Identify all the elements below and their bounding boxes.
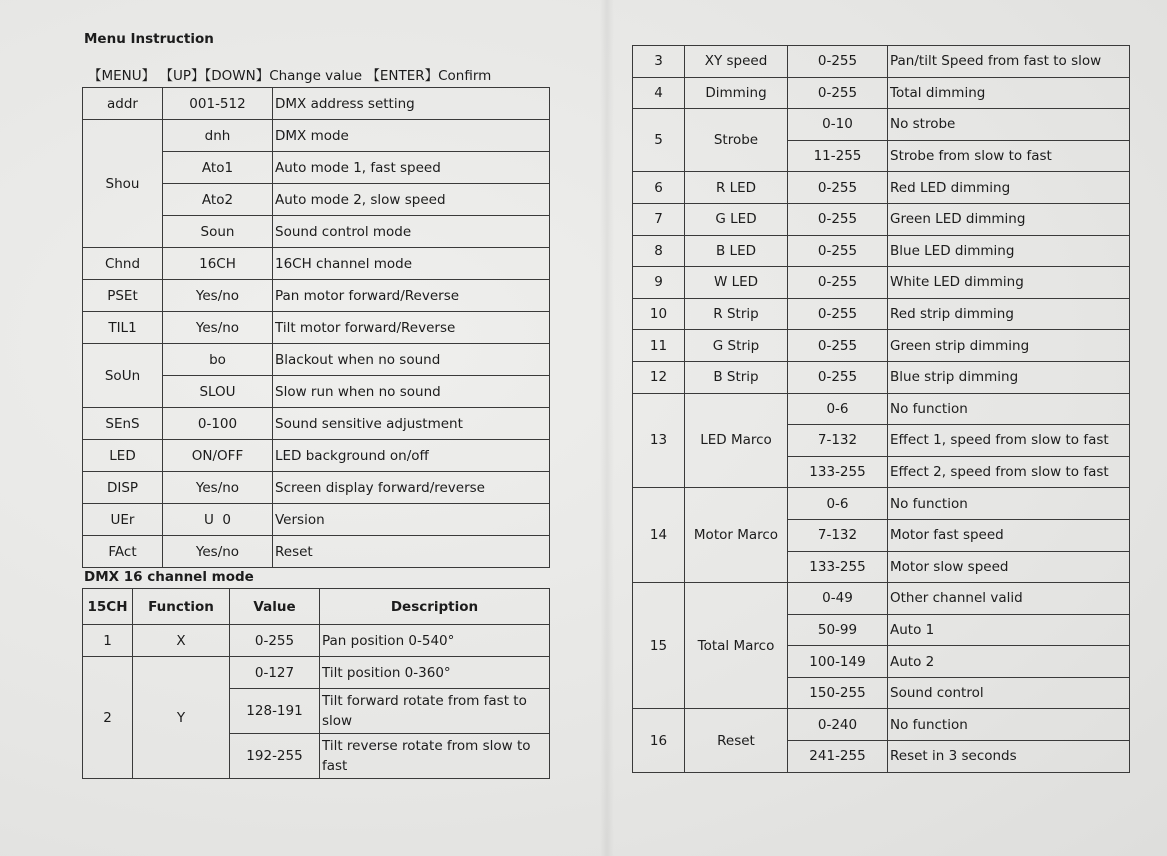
channel-value: 0-255 bbox=[230, 625, 320, 657]
channel-value: 133-255 bbox=[788, 551, 888, 583]
menu-item-value: Ato2 bbox=[163, 184, 273, 216]
menu-item-value: 001-512 bbox=[163, 88, 273, 120]
menu-item-desc: Version bbox=[273, 504, 550, 536]
channel-function: R Strip bbox=[685, 298, 788, 330]
menu-item-value: Yes/no bbox=[163, 536, 273, 568]
channel-desc: White LED dimming bbox=[888, 267, 1130, 299]
channel-desc: Strobe from slow to fast bbox=[888, 140, 1130, 172]
channel-number: 13 bbox=[633, 393, 685, 488]
channel-number: 15 bbox=[633, 583, 685, 709]
header-function: Function bbox=[133, 589, 230, 625]
header-description: Description bbox=[320, 589, 550, 625]
channel-number: 2 bbox=[83, 657, 133, 779]
channel-desc: No function bbox=[888, 709, 1130, 741]
menu-row bbox=[83, 440, 550, 472]
menu-item-value: bo bbox=[163, 344, 273, 376]
channel-desc: Tilt forward rotate from fast to slow bbox=[320, 689, 550, 734]
channel-value: 0-10 bbox=[788, 109, 888, 141]
channel-desc: Motor fast speed bbox=[888, 519, 1130, 551]
channel-desc: No function bbox=[888, 393, 1130, 425]
channel-value: 0-255 bbox=[788, 77, 888, 109]
menu-item-desc: Sound sensitive adjustment bbox=[273, 408, 550, 440]
channel-desc: Tilt position 0-360° bbox=[320, 657, 550, 689]
menu-item-name: SEnS bbox=[83, 408, 163, 440]
dmx-row bbox=[633, 267, 1130, 299]
menu-item-desc: LED background on/off bbox=[273, 440, 550, 472]
channel-value: 0-49 bbox=[788, 583, 888, 615]
channel-value: 7-132 bbox=[788, 519, 888, 551]
channel-desc: Green LED dimming bbox=[888, 203, 1130, 235]
channel-value: 0-255 bbox=[788, 235, 888, 267]
menu-row bbox=[83, 344, 550, 376]
menu-item-value: Yes/no bbox=[163, 312, 273, 344]
dmx-row bbox=[633, 46, 1130, 78]
key-instructions: 【MENU】 【UP】【DOWN】Change value 【ENTER】Confirm bbox=[88, 68, 492, 84]
channel-desc: Pan position 0-540° bbox=[320, 625, 550, 657]
channel-number: 4 bbox=[633, 77, 685, 109]
channel-function: Dimming bbox=[685, 77, 788, 109]
menu-item-name: SoUn bbox=[83, 344, 163, 408]
channel-desc: Blue LED dimming bbox=[888, 235, 1130, 267]
channel-number: 11 bbox=[633, 330, 685, 362]
channel-value: 11-255 bbox=[788, 140, 888, 172]
channel-value: 0-6 bbox=[788, 488, 888, 520]
menu-item-value: SLOU bbox=[163, 376, 273, 408]
menu-item-desc: 16CH channel mode bbox=[273, 248, 550, 280]
menu-item-value: Ato1 bbox=[163, 152, 273, 184]
menu-item-name: Chnd bbox=[83, 248, 163, 280]
channel-value: 7-132 bbox=[788, 425, 888, 457]
dmx-row bbox=[633, 203, 1130, 235]
channel-desc: Green strip dimming bbox=[888, 330, 1130, 362]
dmx-section-title: DMX 16 channel mode bbox=[84, 569, 254, 585]
menu-row bbox=[83, 472, 550, 504]
channel-value: 0-240 bbox=[788, 709, 888, 741]
menu-row bbox=[83, 504, 550, 536]
dmx-row bbox=[633, 361, 1130, 393]
menu-row bbox=[83, 536, 550, 568]
channel-desc: No strobe bbox=[888, 109, 1130, 141]
menu-item-desc: Pan motor forward/Reverse bbox=[273, 280, 550, 312]
channel-number: 9 bbox=[633, 267, 685, 299]
channel-number: 6 bbox=[633, 172, 685, 204]
channel-value: 0-255 bbox=[788, 267, 888, 299]
channel-desc: Red LED dimming bbox=[888, 172, 1130, 204]
channel-value: 0-255 bbox=[788, 172, 888, 204]
dmx-row bbox=[633, 77, 1130, 109]
dmx-table-left bbox=[82, 588, 550, 779]
channel-function: Motor Marco bbox=[685, 488, 788, 583]
header-channel: 15CH bbox=[83, 589, 133, 625]
dmx-row bbox=[633, 235, 1130, 267]
channel-number: 10 bbox=[633, 298, 685, 330]
header-value: Value bbox=[230, 589, 320, 625]
channel-value: 0-255 bbox=[788, 203, 888, 235]
channel-number: 7 bbox=[633, 203, 685, 235]
channel-desc: Auto 1 bbox=[888, 614, 1130, 646]
menu-item-name: LED bbox=[83, 440, 163, 472]
menu-item-value: U 0 bbox=[163, 504, 273, 536]
menu-item-desc: Blackout when no sound bbox=[273, 344, 550, 376]
menu-row bbox=[83, 312, 550, 344]
channel-desc: Motor slow speed bbox=[888, 551, 1130, 583]
channel-desc: Effect 2, speed from slow to fast bbox=[888, 456, 1130, 488]
channel-value: 128-191 bbox=[230, 689, 320, 734]
channel-number: 5 bbox=[633, 109, 685, 172]
channel-function: Reset bbox=[685, 709, 788, 772]
menu-table bbox=[82, 87, 550, 568]
channel-number: 8 bbox=[633, 235, 685, 267]
channel-desc: Blue strip dimming bbox=[888, 361, 1130, 393]
dmx-table-right bbox=[632, 45, 1130, 773]
dmx-row bbox=[633, 172, 1130, 204]
channel-number: 1 bbox=[83, 625, 133, 657]
channel-value: 0-255 bbox=[788, 361, 888, 393]
channel-value: 241-255 bbox=[788, 741, 888, 773]
menu-item-desc: Screen display forward/reverse bbox=[273, 472, 550, 504]
channel-function: G LED bbox=[685, 203, 788, 235]
menu-item-name: FAct bbox=[83, 536, 163, 568]
menu-item-name: DISP bbox=[83, 472, 163, 504]
channel-value: 0-255 bbox=[788, 330, 888, 362]
dmx-row bbox=[633, 709, 1130, 741]
channel-value: 192-255 bbox=[230, 734, 320, 779]
channel-number: 3 bbox=[633, 46, 685, 78]
menu-item-name: PSEt bbox=[83, 280, 163, 312]
channel-desc: Sound control bbox=[888, 677, 1130, 709]
menu-item-name: TIL1 bbox=[83, 312, 163, 344]
dmx-row bbox=[83, 625, 550, 657]
menu-item-value: dnh bbox=[163, 120, 273, 152]
menu-item-desc: Auto mode 2, slow speed bbox=[273, 184, 550, 216]
channel-value: 0-6 bbox=[788, 393, 888, 425]
channel-number: 16 bbox=[633, 709, 685, 772]
dmx-row bbox=[633, 109, 1130, 141]
channel-desc: Total dimming bbox=[888, 77, 1130, 109]
channel-number: 12 bbox=[633, 361, 685, 393]
menu-item-desc: Reset bbox=[273, 536, 550, 568]
channel-value: 150-255 bbox=[788, 677, 888, 709]
channel-function: R LED bbox=[685, 172, 788, 204]
channel-desc: No function bbox=[888, 488, 1130, 520]
channel-desc: Other channel valid bbox=[888, 583, 1130, 615]
menu-item-desc: Tilt motor forward/Reverse bbox=[273, 312, 550, 344]
channel-function: LED Marco bbox=[685, 393, 788, 488]
channel-function: B LED bbox=[685, 235, 788, 267]
menu-item-value: Yes/no bbox=[163, 280, 273, 312]
channel-value: 0-127 bbox=[230, 657, 320, 689]
dmx-row bbox=[633, 488, 1130, 520]
menu-item-name: UEr bbox=[83, 504, 163, 536]
menu-row bbox=[83, 280, 550, 312]
dmx-row bbox=[83, 657, 550, 689]
channel-function: B Strip bbox=[685, 361, 788, 393]
dmx-row bbox=[633, 583, 1130, 615]
menu-item-desc: DMX mode bbox=[273, 120, 550, 152]
menu-row bbox=[83, 88, 550, 120]
dmx-row bbox=[633, 298, 1130, 330]
channel-desc: Pan/tilt Speed from fast to slow bbox=[888, 46, 1130, 78]
menu-row bbox=[83, 248, 550, 280]
menu-row bbox=[83, 120, 550, 152]
channel-desc: Red strip dimming bbox=[888, 298, 1130, 330]
channel-number: 14 bbox=[633, 488, 685, 583]
channel-desc: Auto 2 bbox=[888, 646, 1130, 678]
channel-function: Total Marco bbox=[685, 583, 788, 709]
channel-value: 133-255 bbox=[788, 456, 888, 488]
menu-item-value: Soun bbox=[163, 216, 273, 248]
menu-item-value: 0-100 bbox=[163, 408, 273, 440]
channel-value: 0-255 bbox=[788, 46, 888, 78]
menu-item-name: addr bbox=[83, 88, 163, 120]
channel-function: Y bbox=[133, 657, 230, 779]
menu-row bbox=[83, 408, 550, 440]
channel-value: 50-99 bbox=[788, 614, 888, 646]
menu-item-value: ON/OFF bbox=[163, 440, 273, 472]
menu-item-desc: Slow run when no sound bbox=[273, 376, 550, 408]
channel-function: XY speed bbox=[685, 46, 788, 78]
dmx-row bbox=[633, 330, 1130, 362]
menu-item-desc: Auto mode 1, fast speed bbox=[273, 152, 550, 184]
channel-function: X bbox=[133, 625, 230, 657]
channel-function: G Strip bbox=[685, 330, 788, 362]
menu-instruction-title: Menu Instruction bbox=[84, 31, 214, 47]
channel-value: 0-255 bbox=[788, 298, 888, 330]
channel-desc: Reset in 3 seconds bbox=[888, 741, 1130, 773]
channel-value: 100-149 bbox=[788, 646, 888, 678]
channel-function: W LED bbox=[685, 267, 788, 299]
page-fold bbox=[600, 0, 614, 856]
menu-item-name: Shou bbox=[83, 120, 163, 248]
channel-desc: Tilt reverse rotate from slow to fast bbox=[320, 734, 550, 779]
channel-function: Strobe bbox=[685, 109, 788, 172]
menu-item-value: 16CH bbox=[163, 248, 273, 280]
dmx-header-row bbox=[83, 589, 550, 625]
dmx-row bbox=[633, 393, 1130, 425]
menu-item-value: Yes/no bbox=[163, 472, 273, 504]
menu-item-desc: DMX address setting bbox=[273, 88, 550, 120]
channel-desc: Effect 1, speed from slow to fast bbox=[888, 425, 1130, 457]
menu-item-desc: Sound control mode bbox=[273, 216, 550, 248]
